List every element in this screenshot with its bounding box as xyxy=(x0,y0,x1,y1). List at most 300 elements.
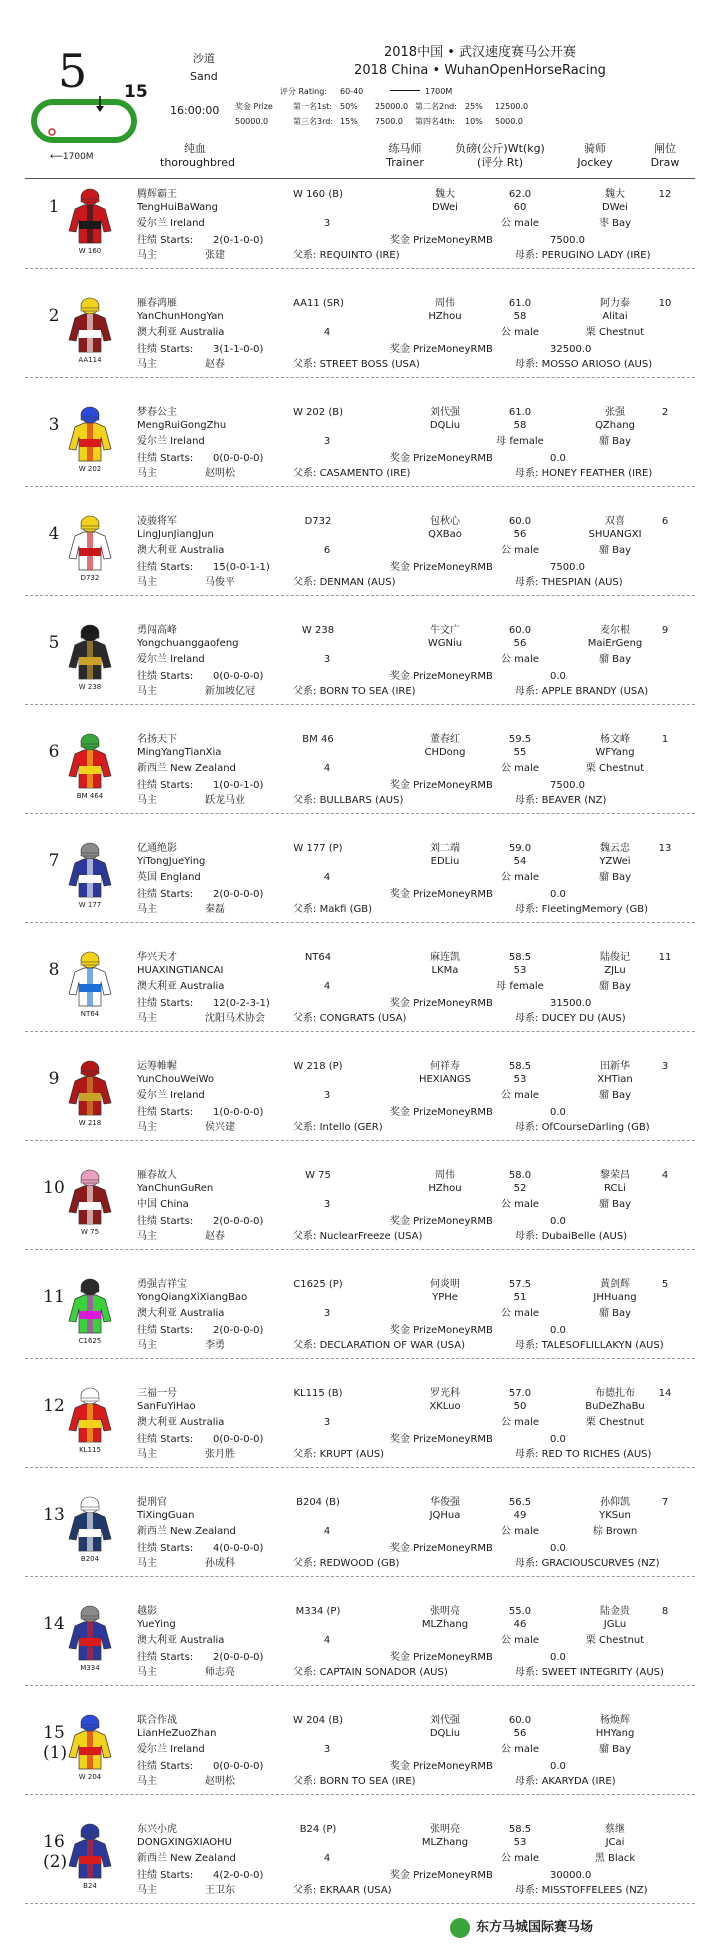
prize-label: 奖金 PrizeMoneyRMB xyxy=(390,1107,493,1118)
starts-label: 往绩 Starts: xyxy=(137,1325,194,1336)
sex: 公 male xyxy=(501,872,539,883)
horse-name-cn: 亿通绝影 xyxy=(137,843,177,854)
draw: 3 xyxy=(661,1061,669,1072)
draw: 6 xyxy=(661,516,669,527)
jockey-en: QZhang xyxy=(595,420,635,431)
starts-value: 0(0-0-0-0) xyxy=(213,671,264,682)
rating: 54 xyxy=(513,856,527,867)
jockey-en: SHUANGXI xyxy=(588,529,642,540)
trainer-cn: 何炎明 xyxy=(430,1279,460,1290)
owner-value: 赵春 xyxy=(205,359,225,370)
owner-value: 秦磊 xyxy=(205,904,225,915)
prize-value: 0.0 xyxy=(550,671,566,682)
surface xyxy=(190,50,218,86)
draw: 2 xyxy=(661,407,669,418)
horse-brand: M334 xyxy=(80,1664,100,1672)
brand-code: C1625 (P) xyxy=(293,1279,343,1290)
age: 3 xyxy=(323,1744,331,1755)
divider xyxy=(390,90,420,91)
dam: 母系: RED TO RICHES (AUS) xyxy=(515,1449,652,1460)
jockey-silks-icon xyxy=(67,1495,113,1553)
horse-name-cn: 越影 xyxy=(137,1606,157,1617)
trainer-en: YPHe xyxy=(432,1292,458,1303)
owner-value: 张月胜 xyxy=(205,1449,235,1460)
jockey-silks-icon xyxy=(67,1277,113,1335)
entry-number: 5 xyxy=(48,633,60,653)
track-distance-label: ⟵1700M xyxy=(50,152,94,162)
first-pct: 50% xyxy=(340,102,358,111)
third-label: 第三名3rd: xyxy=(293,117,334,126)
horse-name-en: MengRuiGongZhu xyxy=(137,420,227,431)
sire: 父系: BORN TO SEA (IRE) xyxy=(293,1776,416,1787)
brand-code: BM 46 xyxy=(302,734,334,745)
rating: 49 xyxy=(513,1510,527,1521)
prize-value: 0.0 xyxy=(550,1325,566,1336)
dam: 母系: DubaiBelle (AUS) xyxy=(515,1231,628,1242)
jockey-silks-icon xyxy=(67,1168,113,1226)
starts-value: 1(0-0-1-0) xyxy=(213,780,264,791)
starts-label: 往绩 Starts: xyxy=(137,671,194,682)
horse-name-cn: 三福一号 xyxy=(137,1388,177,1399)
jockey-cn: 布德扎布 xyxy=(595,1388,635,1399)
owner-value: 孙成科 xyxy=(205,1558,235,1569)
dam: 母系: FleetingMemory (GB) xyxy=(515,904,649,915)
weight: 57.0 xyxy=(508,1388,532,1399)
jockey-silks-icon xyxy=(67,296,113,354)
age: 4 xyxy=(323,1853,331,1864)
dam: 母系: PERUGINO LADY (IRE) xyxy=(515,250,651,261)
dam: 母系: HONEY FEATHER (IRE) xyxy=(515,468,653,479)
prize-value: 7500.0 xyxy=(550,562,585,573)
jockey-cn: 陆金贵 xyxy=(600,1606,630,1617)
horse-name-cn: 名扬天下 xyxy=(137,734,177,745)
horse-name-en: YueYing xyxy=(137,1619,176,1630)
prize-label: 奖金 PrizeMoneyRMB xyxy=(390,780,493,791)
horse-name-en: LingJunJiangJun xyxy=(137,529,214,540)
sire: 父系: BULLBARS (AUS) xyxy=(293,795,404,806)
prize-value: 32500.0 xyxy=(550,344,592,355)
owner-value: 赵明松 xyxy=(205,1776,235,1787)
ratings-range: 60-40 xyxy=(340,87,364,96)
prize-value: 0.0 xyxy=(550,1216,566,1227)
dam: 母系: MOSSO ARIOSO (AUS) xyxy=(515,359,653,370)
brand-code: W 160 (B) xyxy=(293,189,343,200)
jockey-silks-icon xyxy=(67,1822,113,1880)
trainer-en: DWei xyxy=(432,202,458,213)
owner-label: 马主 xyxy=(137,686,157,697)
jockey-en: HHYang xyxy=(595,1728,635,1739)
prize-total: 50000.0 xyxy=(235,117,269,126)
colour: 枣 Bay xyxy=(598,218,632,229)
weight: 60.0 xyxy=(508,516,532,527)
colour: 棕 Brown xyxy=(592,1526,638,1537)
brand-code: KL115 (B) xyxy=(293,1388,343,1399)
jockey-en: DWei xyxy=(602,202,628,213)
starts-value: 4(0-0-0-0) xyxy=(213,1543,264,1554)
trainer-en: XKLuo xyxy=(429,1401,461,1412)
origin: 澳大利亚 Australia xyxy=(137,545,225,556)
brand-code: W 75 xyxy=(305,1170,331,1181)
weight: 60.0 xyxy=(508,1715,532,1726)
owner-label: 马主 xyxy=(137,468,157,479)
sex: 母 female xyxy=(496,436,544,447)
horse-name-en: SanFuYiHao xyxy=(137,1401,196,1412)
prize-label: 奖金 Prize xyxy=(235,102,273,111)
jockey-cn: 张强 xyxy=(605,407,625,418)
starts-label: 往绩 Starts: xyxy=(137,562,194,573)
trainer-en: MLZhang xyxy=(421,1619,469,1630)
dam: 母系: MISSTOFFELEES (NZ) xyxy=(515,1885,648,1896)
prize-label: 奖金 PrizeMoneyRMB xyxy=(390,1652,493,1663)
prize-value: 0.0 xyxy=(550,1434,566,1445)
jockey-cn: 陆俊记 xyxy=(600,952,630,963)
trainer-cn: 刘代强 xyxy=(430,407,460,418)
weight: 62.0 xyxy=(508,189,532,200)
starts-label: 往绩 Starts: xyxy=(137,1870,194,1881)
jockey-silks-icon xyxy=(67,187,113,245)
horse-brand: W 202 xyxy=(78,465,102,473)
draw: 1 xyxy=(661,734,669,745)
origin: 新西兰 New Zealand xyxy=(137,1526,236,1537)
colour: 黑 Black xyxy=(594,1853,636,1864)
owner-value: 跃龙马业 xyxy=(205,795,245,806)
dam: 母系: AKARYDA (IRE) xyxy=(515,1776,616,1787)
jockey-cn: 蔡继 xyxy=(605,1824,625,1835)
watermark: 东方马城国际赛马场 xyxy=(450,1916,593,1938)
trainer-en: DQLiu xyxy=(429,420,461,431)
jockey-silks-icon xyxy=(67,405,113,463)
age: 4 xyxy=(323,872,331,883)
age: 3 xyxy=(323,218,331,229)
horse-name-cn: 联合作战 xyxy=(137,1715,177,1726)
rating: 58 xyxy=(513,311,527,322)
entry-number: 2 xyxy=(48,306,60,326)
horse-brand: C1625 xyxy=(78,1337,102,1345)
origin: 中国 China xyxy=(137,1199,189,1210)
jockey-cn: 田新华 xyxy=(600,1061,630,1072)
owner-label: 马主 xyxy=(137,904,157,915)
weight: 61.0 xyxy=(508,298,532,309)
owner-value: 师志亮 xyxy=(205,1667,235,1678)
prize-label: 奖金 PrizeMoneyRMB xyxy=(390,562,493,573)
entry-number: 3 xyxy=(48,415,60,435)
horse-name-cn: 凌骏将军 xyxy=(137,516,177,527)
horse-brand: W 177 xyxy=(78,901,102,909)
starts-value: 4(2-0-0-0) xyxy=(213,1870,264,1881)
starts-value: 1(0-0-0-0) xyxy=(213,1107,264,1118)
draw: 4 xyxy=(661,1170,669,1181)
runner-count: 15 xyxy=(124,82,148,102)
jockey-en: JHHuang xyxy=(593,1292,637,1303)
trainer-en: CHDong xyxy=(424,747,466,758)
wechat-icon xyxy=(450,1918,470,1938)
age: 4 xyxy=(323,1635,331,1646)
starts-value: 2(0-0-0-0) xyxy=(213,889,264,900)
post-time: 16:00:00 xyxy=(170,104,220,117)
prize-value: 30000.0 xyxy=(550,1870,592,1881)
age: 4 xyxy=(323,1526,331,1537)
prize-label: 奖金 PrizeMoneyRMB xyxy=(390,344,493,355)
title-en: 2018 China • WuhanOpenHorseRacing xyxy=(354,63,606,78)
jockey-silks-icon xyxy=(67,1386,113,1444)
origin: 新西兰 New Zealand xyxy=(137,763,236,774)
jockey-cn: 孙仰凯 xyxy=(600,1497,630,1508)
sire: 父系: Intello (GER) xyxy=(293,1122,383,1133)
horse-name-en: Yongchuanggaofeng xyxy=(137,638,239,649)
prize-value: 0.0 xyxy=(550,1761,566,1772)
race-title xyxy=(315,44,645,80)
dam: 母系: APPLE BRANDY (USA) xyxy=(515,686,649,697)
starts-value: 2(0-0-0-0) xyxy=(213,1216,264,1227)
second-amt: 12500.0 xyxy=(495,102,529,111)
entry-row xyxy=(25,619,695,705)
sex: 公 male xyxy=(501,1635,539,1646)
origin: 澳大利亚 Australia xyxy=(137,1308,225,1319)
age: 3 xyxy=(323,1308,331,1319)
brand-code: W 204 (B) xyxy=(293,1715,343,1726)
surface-cn: 沙道 xyxy=(192,52,215,65)
sire: 父系: CASAMENTO (IRE) xyxy=(293,468,411,479)
draw: 8 xyxy=(661,1606,669,1617)
distance-right: 1700M xyxy=(425,87,453,96)
horse-name-en: YiTongJueYing xyxy=(137,856,206,867)
owner-value: 新加坡亿冠 xyxy=(205,686,255,697)
surface-en: Sand xyxy=(190,70,218,83)
horse-name-en: TiXingGuan xyxy=(137,1510,195,1521)
owner-label: 马主 xyxy=(137,1667,157,1678)
horse-brand: AA114 xyxy=(78,356,102,364)
first-amt: 25000.0 xyxy=(375,102,409,111)
jockey-cn: 杨文峰 xyxy=(600,734,630,745)
sire: 父系: Makfi (GB) xyxy=(293,904,372,915)
brand-code: B24 (P) xyxy=(299,1824,337,1835)
sex: 公 male xyxy=(501,1090,539,1101)
owner-label: 马主 xyxy=(137,250,157,261)
origin: 英国 England xyxy=(137,872,201,883)
rating: 51 xyxy=(513,1292,527,1303)
sex: 公 male xyxy=(501,327,539,338)
sex: 公 male xyxy=(501,1417,539,1428)
weight: 59.5 xyxy=(508,734,532,745)
starts-label: 往绩 Starts: xyxy=(137,780,194,791)
second-pct: 25% xyxy=(465,102,483,111)
rating: 46 xyxy=(513,1619,527,1630)
dam: 母系: THESPIAN (AUS) xyxy=(515,577,623,588)
trainer-en: HZhou xyxy=(428,311,462,322)
trainer-en: QXBao xyxy=(428,529,462,540)
sex: 公 male xyxy=(501,1526,539,1537)
fourth-amt: 5000.0 xyxy=(495,117,523,126)
horse-name-en: YunChouWeiWo xyxy=(137,1074,215,1085)
horse-name-en: MingYangTianXia xyxy=(137,747,222,758)
sire: 父系: DENMAN (AUS) xyxy=(293,577,396,588)
draw: 11 xyxy=(658,952,672,963)
starts-label: 往绩 Starts: xyxy=(137,1652,194,1663)
sire: 父系: BORN TO SEA (IRE) xyxy=(293,686,416,697)
dam: 母系: SWEET INTEGRITY (AUS) xyxy=(515,1667,664,1678)
colour: 骝 Bay xyxy=(598,1199,632,1210)
jockey-cn: 麦尔根 xyxy=(600,625,630,636)
jockey-cn: 黄剑辉 xyxy=(600,1279,630,1290)
colour: 骝 Bay xyxy=(598,1090,632,1101)
sex: 公 male xyxy=(501,1308,539,1319)
owner-label: 马主 xyxy=(137,1885,157,1896)
jockey-silks-icon xyxy=(67,1604,113,1662)
prize-label: 奖金 PrizeMoneyRMB xyxy=(390,1870,493,1881)
origin: 爱尔兰 Ireland xyxy=(137,654,205,665)
trainer-en: EDLiu xyxy=(430,856,460,867)
owner-value: 李勇 xyxy=(205,1340,225,1351)
starts-label: 往绩 Starts: xyxy=(137,998,194,1009)
brand-code: W 177 (P) xyxy=(293,843,343,854)
weight: 58.5 xyxy=(508,1061,532,1072)
sex: 公 male xyxy=(501,1199,539,1210)
weight: 60.0 xyxy=(508,625,532,636)
horse-brand: KL115 xyxy=(79,1446,101,1454)
colour: 栗 Chestnut xyxy=(585,1635,645,1646)
entry-number: 9 xyxy=(48,1069,60,1089)
colour: 骝 Bay xyxy=(598,872,632,883)
entry-row xyxy=(25,1382,695,1468)
jockey-silks-icon xyxy=(67,841,113,899)
starts-label: 往绩 Starts: xyxy=(137,1543,194,1554)
origin: 澳大利亚 Australia xyxy=(137,1417,225,1428)
trainer-cn: 张明亮 xyxy=(430,1824,460,1835)
owner-label: 马主 xyxy=(137,1558,157,1569)
colour: 骝 Bay xyxy=(598,436,632,447)
weight: 56.5 xyxy=(508,1497,532,1508)
starts-label: 往绩 Starts: xyxy=(137,1761,194,1772)
jockey-silks-icon xyxy=(67,1713,113,1771)
prize-value: 0.0 xyxy=(550,1107,566,1118)
title-cn: 2018中国 • 武汉速度赛马公开赛 xyxy=(383,45,577,60)
jockey-en: JCai xyxy=(605,1837,625,1848)
horse-brand: W 218 xyxy=(78,1119,102,1127)
horse-name-cn: 提刑官 xyxy=(137,1497,167,1508)
starts-label: 往绩 Starts: xyxy=(137,1107,194,1118)
prize-value: 7500.0 xyxy=(550,780,585,791)
horse-name-cn: 东兴小虎 xyxy=(137,1824,177,1835)
sex: 母 female xyxy=(496,981,544,992)
sire: 父系: CAPTAIN SONADOR (AUS) xyxy=(293,1667,448,1678)
entry-number: 12 xyxy=(43,1396,65,1416)
dam: 母系: OfCourseDarling (GB) xyxy=(515,1122,650,1133)
horse-name-cn: 腾辉霸王 xyxy=(137,189,177,200)
starts-value: 2(0-0-0-0) xyxy=(213,1652,264,1663)
prize-label: 奖金 PrizeMoneyRMB xyxy=(390,235,493,246)
colour: 栗 Chestnut xyxy=(585,327,645,338)
jockey-silks-icon xyxy=(67,732,113,790)
trainer-cn: 麻连凯 xyxy=(430,952,460,963)
rating: 56 xyxy=(513,529,527,540)
prize-value: 0.0 xyxy=(550,889,566,900)
third-pct: 15% xyxy=(340,117,358,126)
jockey-en: MaiErGeng xyxy=(587,638,643,649)
weight: 59.0 xyxy=(508,843,532,854)
trainer-en: DQLiu xyxy=(429,1728,461,1739)
colour: 栗 Chestnut xyxy=(585,1417,645,1428)
jockey-en: YZWei xyxy=(599,856,631,867)
jockey-en: JGLu xyxy=(603,1619,627,1630)
trainer-cn: 华俊强 xyxy=(430,1497,460,1508)
race-header xyxy=(0,0,720,180)
entry-number: 10 xyxy=(43,1178,65,1198)
entry-number: 11 xyxy=(43,1287,65,1307)
brand-code: AA11 (SR) xyxy=(293,298,344,309)
jockey-en: RCLi xyxy=(604,1183,626,1194)
prize-label: 奖金 PrizeMoneyRMB xyxy=(390,453,493,464)
prize-label: 奖金 PrizeMoneyRMB xyxy=(390,1761,493,1772)
starts-value: 2(0-0-0-0) xyxy=(213,1325,264,1336)
draw: 9 xyxy=(661,625,669,636)
origin: 爱尔兰 Ireland xyxy=(137,218,205,229)
horse-name-cn: 梦春公主 xyxy=(137,407,177,418)
jockey-cn: 杨焕辉 xyxy=(600,1715,630,1726)
horse-name-en: TengHuiBaWang xyxy=(137,202,218,213)
starts-label: 往绩 Starts: xyxy=(137,453,194,464)
jockey-silks-icon xyxy=(67,514,113,572)
sire: 父系: NuclearFreeze (USA) xyxy=(293,1231,423,1242)
trainer-cn: 张明亮 xyxy=(430,1606,460,1617)
age: 3 xyxy=(323,654,331,665)
entry-number: 8 xyxy=(48,960,60,980)
age: 4 xyxy=(323,981,331,992)
colour: 骝 Bay xyxy=(598,1308,632,1319)
rating: 56 xyxy=(513,638,527,649)
horse-name-en: YanChunHongYan xyxy=(137,311,224,322)
age: 3 xyxy=(323,1199,331,1210)
trainer-en: HZhou xyxy=(428,1183,462,1194)
dam: 母系: BEAVER (NZ) xyxy=(515,795,607,806)
entry-row xyxy=(25,1600,695,1686)
trainer-en: WGNiu xyxy=(427,638,463,649)
entry-number: 15 (1) xyxy=(43,1723,68,1763)
colour: 骝 Bay xyxy=(598,1744,632,1755)
jockey-silks-icon xyxy=(67,950,113,1008)
sex: 公 male xyxy=(501,218,539,229)
sire: 父系: REDWOOD (GB) xyxy=(293,1558,400,1569)
draw: 14 xyxy=(658,1388,672,1399)
entry-row xyxy=(25,1055,695,1141)
owner-value: 赵春 xyxy=(205,1231,225,1242)
jockey-en: Alitai xyxy=(602,311,628,322)
trainer-cn: 周伟 xyxy=(435,298,455,309)
horse-brand: W 238 xyxy=(78,683,102,691)
origin: 爱尔兰 Ireland xyxy=(137,436,205,447)
entry-row xyxy=(25,837,695,923)
rating: 53 xyxy=(513,1074,527,1085)
col-weight: 负磅(公斤)Wt(kg) (评分 Rt) xyxy=(455,142,545,169)
entry-number: 16 (2) xyxy=(43,1832,68,1872)
entry-number: 14 xyxy=(43,1614,65,1634)
trainer-cn: 刘代强 xyxy=(430,1715,460,1726)
rating: 50 xyxy=(513,1401,527,1412)
prize-label: 奖金 PrizeMoneyRMB xyxy=(390,998,493,1009)
ratings-label: 评分 Rating: xyxy=(280,87,328,96)
sire: 父系: DECLARATION OF WAR (USA) xyxy=(293,1340,466,1351)
starts-value: 0(0-0-0-0) xyxy=(213,1434,264,1445)
jockey-silks-icon xyxy=(67,1059,113,1117)
jockey-cn: 双喜 xyxy=(605,516,625,527)
rating: 56 xyxy=(513,1728,527,1739)
draw: 13 xyxy=(658,843,672,854)
horse-name-en: YanChunGuRen xyxy=(137,1183,214,1194)
starts-value: 0(0-0-0-0) xyxy=(213,453,264,464)
entry-row xyxy=(25,401,695,487)
horse-name-en: LianHeZuoZhan xyxy=(137,1728,217,1739)
horse-brand: B24 xyxy=(83,1882,97,1890)
origin: 澳大利亚 Australia xyxy=(137,1635,225,1646)
